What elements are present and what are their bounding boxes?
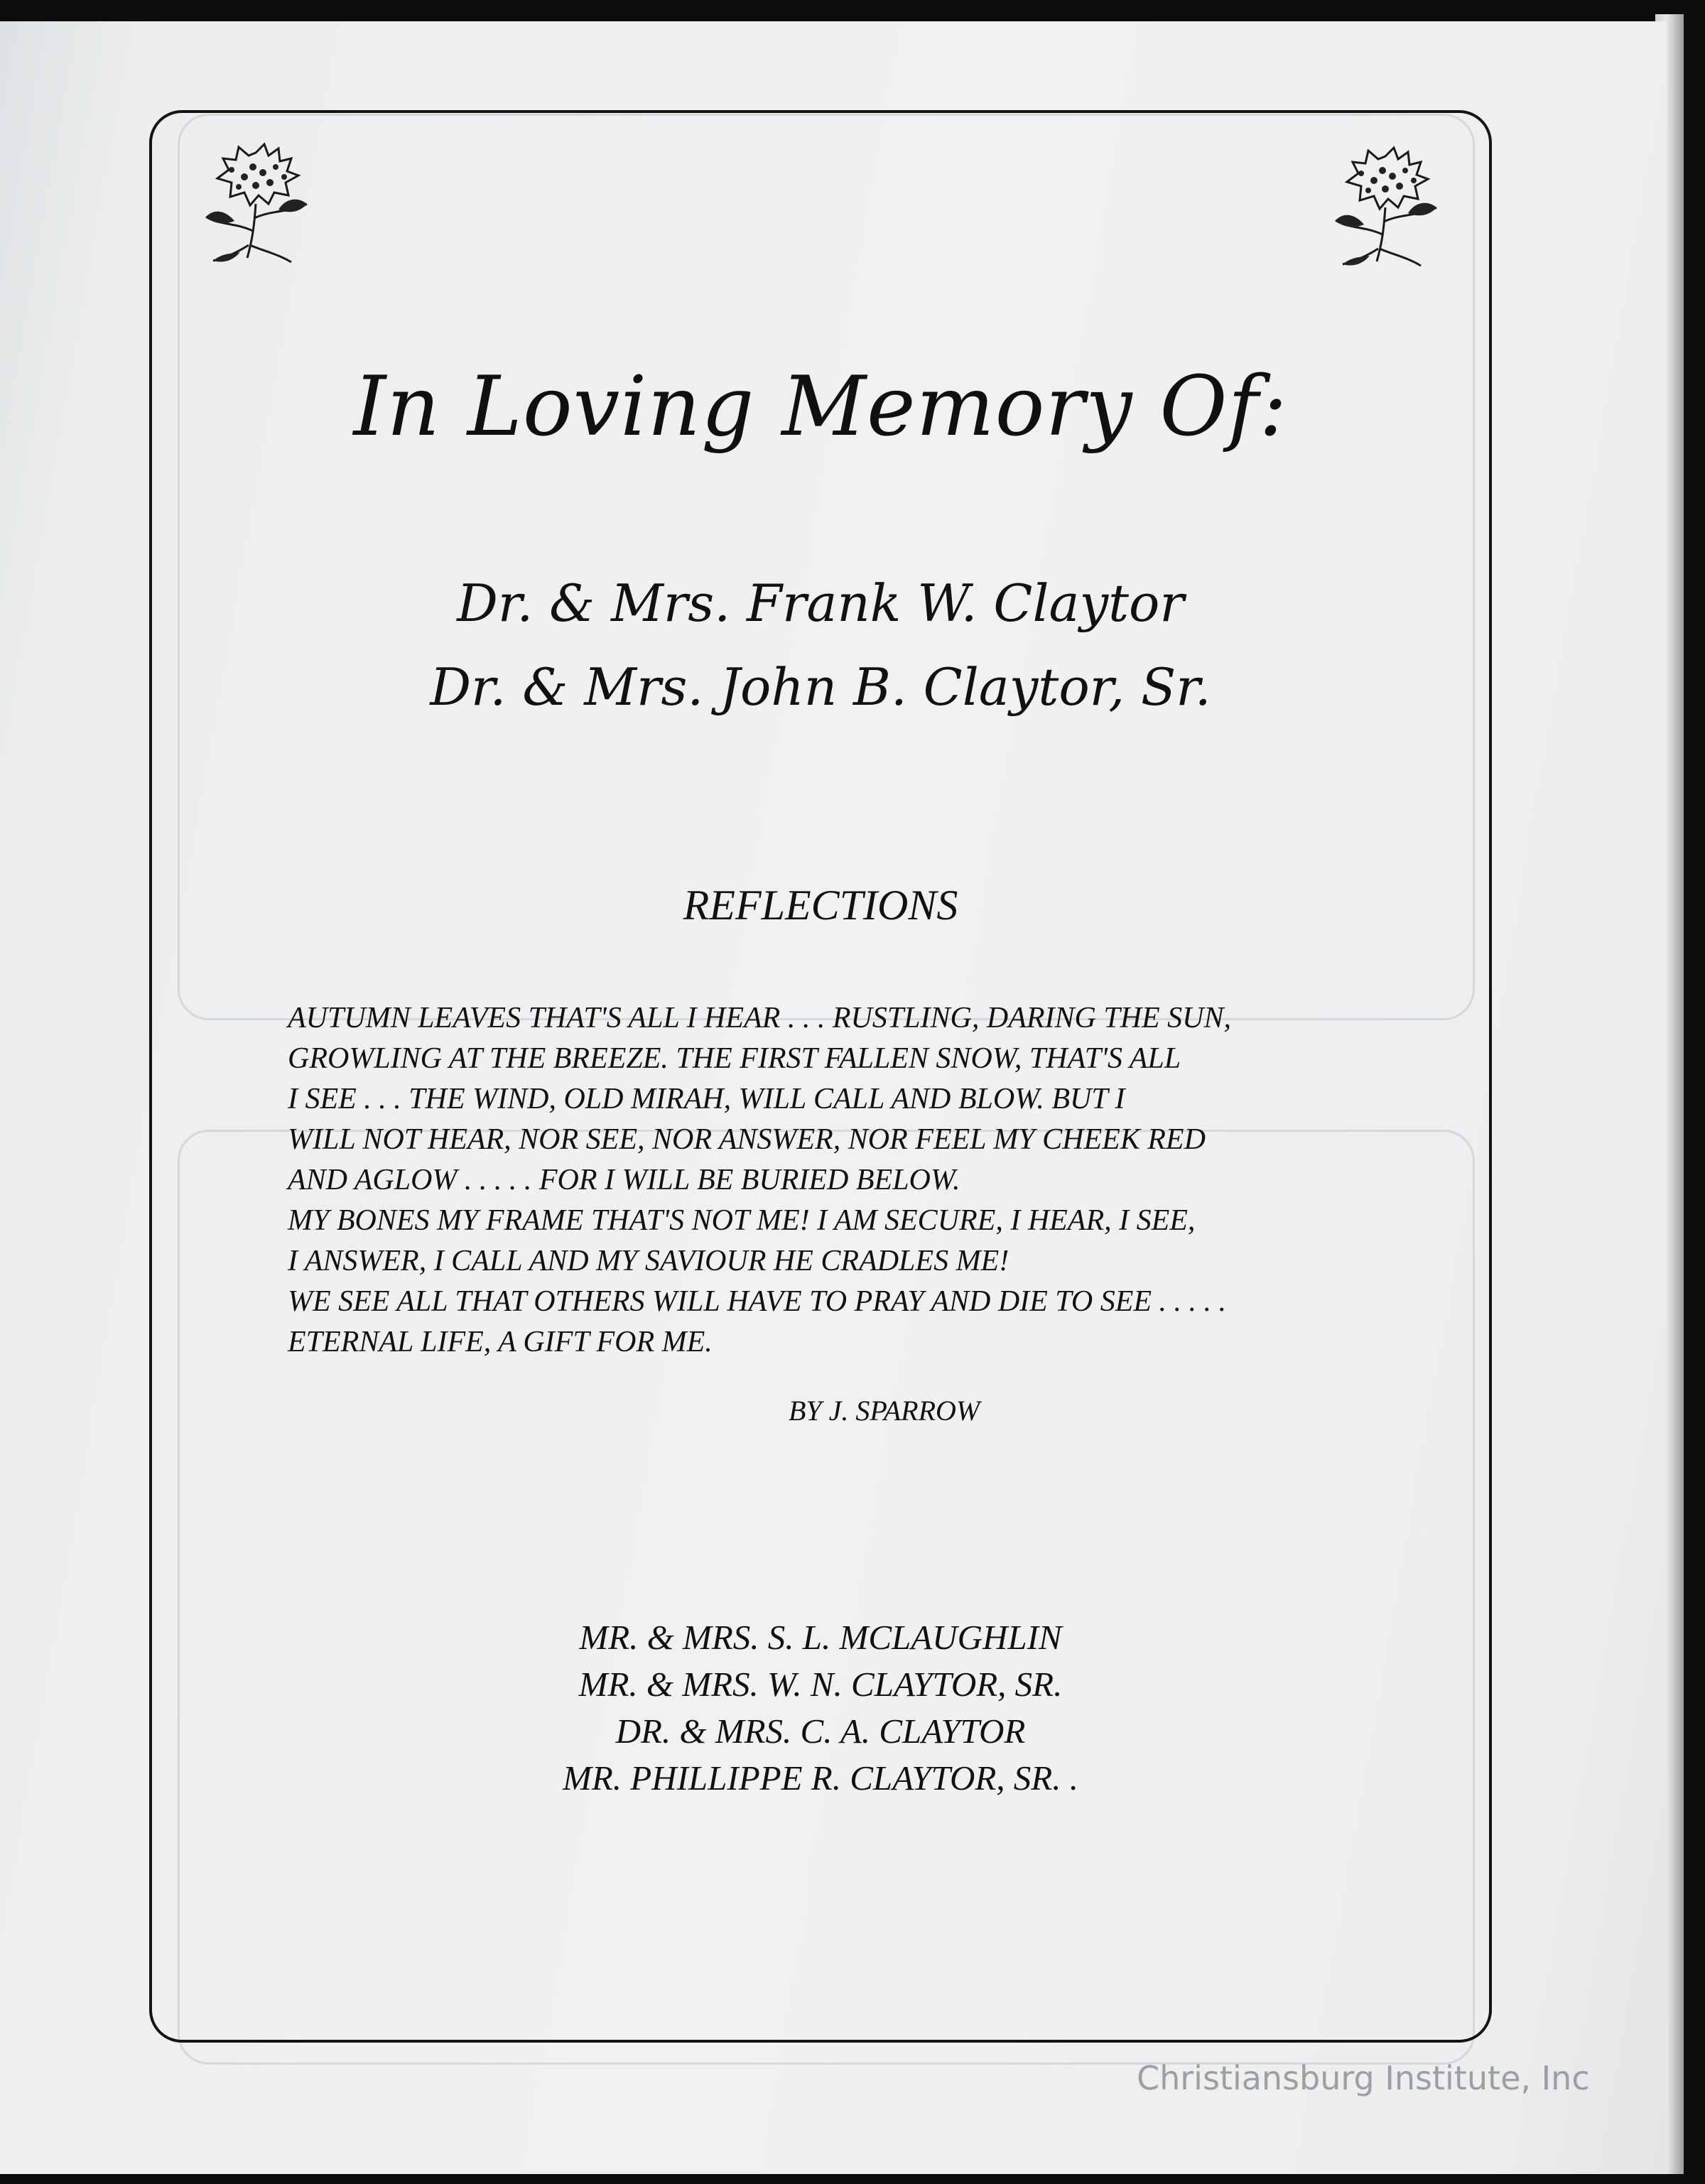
dedicator-line: MR. & MRS. W. N. CLAYTOR, SR. [578,1665,1063,1704]
poem-line: ETERNAL LIFE, A GIFT FOR ME. [288,1326,713,1358]
flower-ornament-icon [185,139,327,274]
dedicator-line: DR. & MRS. C. A. CLAYTOR [615,1712,1026,1751]
honoree-line: Dr. & Mrs. Frank W. Claytor [457,573,1184,633]
poem-line: AUTUMN LEAVES THAT'S ALL I HEAR . . . RUSTLING, DARING THE SUN, [288,1002,1232,1034]
honoree-names [149,561,1492,729]
poem-line: WILL NOT HEAR, NOR SEE, NOR ANSWER, NOR FEEL MY CHEEK RED [288,1123,1206,1156]
poem-line: WE SEE ALL THAT OTHERS WILL HAVE TO PRAY AND DIE TO SEE . . . . . [288,1285,1227,1318]
poem-body [288,998,1424,1363]
poem-line: I ANSWER, I CALL AND MY SAVIOUR HE CRADLES ME! [288,1245,1010,1277]
dedicator-line: MR. & MRS. S. L. MCLAUGHLIN [579,1618,1062,1657]
poem-line: I SEE . . . THE WIND, OLD MIRAH, WILL CALL AND BLOW. BUT I [288,1083,1125,1115]
poem-author: BY J. SPARROW [789,1395,980,1427]
poem-line: MY BONES MY FRAME THAT'S NOT ME! I AM SECURE, I HEAR, I SEE, [288,1204,1196,1237]
honoree-line: Dr. & Mrs. John B. Claytor, Sr. [430,657,1211,717]
dedicator-list [149,1614,1492,1802]
poem-heading: REFLECTIONS [683,882,958,929]
memorial-title: In Loving Memory Of: [353,359,1288,455]
poem-line: AND AGLOW . . . . . FOR I WILL BE BURIED BELOW. [288,1164,960,1196]
institution-watermark: Christiansburg Institute, Inc [1137,2059,1590,2097]
dedicator-line: MR. PHILLIPPE R. CLAYTOR, SR. . [563,1758,1078,1798]
poem-line: GROWLING AT THE BREEZE. THE FIRST FALLEN SNOW, THAT'S ALL [288,1042,1181,1075]
flower-ornament-icon [1314,142,1456,277]
